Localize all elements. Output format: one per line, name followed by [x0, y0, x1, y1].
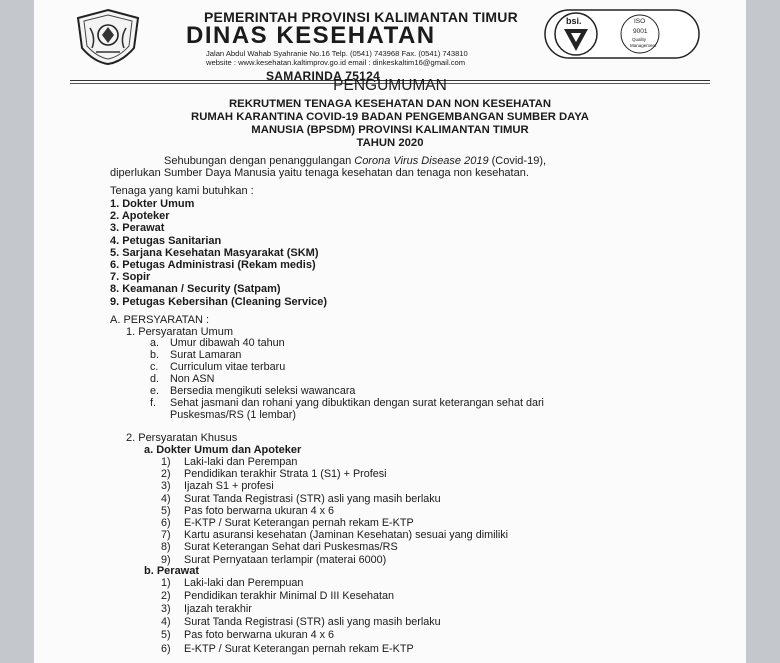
kaltim-emblem-logo	[72, 8, 144, 66]
position-item: 3. Perawat	[110, 222, 165, 235]
general-item-marker: f.	[150, 397, 156, 409]
group-b-item-marker: 5)	[161, 629, 171, 642]
general-item-text: Umur dibawah 40 tahun	[170, 337, 285, 349]
group-b-item-text: Surat Tanda Registrasi (STR) asli yang masih berlaku	[184, 616, 441, 629]
group-b-item-marker: 2)	[161, 590, 171, 603]
document-page	[34, 0, 746, 663]
agency-name: DINAS KESEHATAN	[186, 22, 436, 49]
iso-number: 9001	[633, 28, 648, 35]
group-b-item-text: Ijazah terakhir	[184, 603, 252, 616]
province-name: PEMERINTAH PROVINSI KALIMANTAN TIMUR	[204, 9, 518, 25]
group-b-item-text: Pas foto berwarna ukuran 4 x 6	[184, 629, 335, 642]
position-item: 7. Sopir	[110, 271, 151, 284]
group-b-item-text: Pendidikan terakhir Minimal D III Kesehatan	[184, 590, 395, 603]
needs-intro: Tenaga yang kami butuhkan :	[110, 185, 254, 197]
agency-website: website : www.kesehatan.kaltimprov.go.id email : dinkeskaltim16@gmail.com	[206, 58, 466, 67]
position-item: 2. Apoteker	[110, 210, 170, 223]
group-b-item-text: E-KTP / Surat Keterangan pernah rekam E-KTP	[184, 642, 414, 655]
position-item: 6. Petugas Administrasi (Rekam medis)	[110, 259, 316, 271]
iso-certification-badge	[542, 7, 702, 61]
group-a-item-marker: 4)	[161, 492, 171, 505]
title-line-2: RUMAH KARANTINA COVID-19 BADAN PENGEMBANGAN SUMBER DAYA	[191, 111, 589, 123]
group-a-item-marker: 7)	[161, 529, 171, 542]
general-item-text: Bersedia mengikuti seleksi wawancara	[170, 385, 356, 397]
section-a-heading: A. PERSYARATAN :	[110, 314, 210, 326]
group-a-item-text: Surat Keterangan Sehat dari Puskesmas/RS	[184, 541, 398, 554]
group-b-item-text: Laki-laki dan Perempuan	[184, 577, 304, 589]
group-b-item-marker: 3)	[161, 603, 171, 616]
intro-line-2: diperlukan Sumber Daya Manusia yaitu tenaga kesehatan dan tenaga non kesehatan.	[110, 167, 529, 179]
intro-line-1	[164, 155, 546, 167]
position-item: 1. Dokter Umum	[110, 198, 195, 210]
general-item-marker: b.	[150, 349, 160, 361]
group-a-item-marker: 3)	[161, 480, 171, 493]
group-a-item-text: Pas foto berwarna ukuran 4 x 6	[184, 504, 335, 517]
group-a-item-text: Pendidikan terakhir Strata 1 (S1) + Profesi	[184, 468, 387, 481]
general-item-f-continued: Puskesmas/RS (1 lembar)	[170, 409, 296, 421]
intro-text-start: Sehubungan dengan penanggulangan	[164, 155, 355, 167]
general-item-marker: c.	[150, 361, 159, 373]
general-requirements-title: 1. Persyaratan Umum	[126, 326, 233, 338]
right-frame	[746, 0, 780, 663]
position-item: 4. Petugas Sanitarian	[110, 234, 222, 247]
group-a-item-text: E-KTP / Surat Keterangan pernah rekam E-KTP	[184, 517, 414, 529]
group-a-item-text: Surat Tanda Registrasi (STR) asli yang masih berlaku	[184, 492, 441, 505]
general-item-text: Non ASN	[170, 373, 215, 385]
general-item-marker: a.	[150, 337, 160, 349]
general-item-text: Surat Lamaran	[170, 349, 242, 361]
agency-address: Jalan Abdul Wahab Syahranie No.16 Telp. (0541) 743968 Fax. (0541) 743810	[206, 49, 468, 58]
title-line-4: TAHUN 2020	[356, 137, 424, 149]
group-b-item-marker: 4)	[161, 616, 171, 629]
position-item: 8. Keamanan / Security (Satpam)	[110, 283, 281, 296]
bsi-label: bsi.	[566, 16, 582, 26]
position-item: 9. Petugas Kebersihan (Cleaning Service)	[110, 295, 328, 308]
special-requirements-title: 2. Persyaratan Khusus	[126, 432, 238, 444]
title-line-1: REKRUTMEN TENAGA KESEHATAN DAN NON KESEHATAN	[229, 98, 551, 110]
group-a-item-marker: 8)	[161, 541, 171, 554]
group-a-item-marker: 6)	[161, 517, 171, 529]
group-a-title: a. Dokter Umum dan Apoteker	[144, 444, 302, 456]
group-b-item-marker: 1)	[161, 577, 171, 589]
left-frame	[0, 0, 34, 663]
intro-disease-name: Corona Virus Disease 2019	[354, 155, 489, 167]
group-a-item-marker: 2)	[161, 468, 171, 481]
group-b-item-marker: 6)	[161, 642, 171, 655]
group-a-item-text: Ijazah S1 + profesi	[184, 480, 274, 493]
group-a-item-marker: 5)	[161, 504, 171, 517]
general-item-text: Sehat jasmani dan rohani yang dibuktikan dengan surat keterangan sehat dari	[170, 397, 544, 409]
group-a-item-marker: 9)	[161, 553, 171, 566]
group-a-item-text: Kartu asuransi kesehatan (Jaminan Kesehatan) sesuai yang dimiliki	[184, 529, 509, 542]
general-item-text: Curriculum vitae terbaru	[170, 361, 286, 373]
position-item: 5. Sarjana Kesehatan Masyarakat (SKM)	[110, 246, 319, 259]
group-a-item-text: Laki-laki dan Perempan	[184, 456, 298, 468]
iso-caption-management: Management	[630, 43, 657, 48]
intro-text-end: (Covid-19),	[488, 155, 547, 167]
general-item-marker: d.	[150, 373, 160, 385]
agency-city: SAMARINDA 75124	[266, 69, 381, 83]
group-a-item-marker: 1)	[161, 456, 171, 468]
iso-label: ISO	[634, 18, 646, 25]
announcement-heading: PENGUMUMAN	[333, 77, 447, 94]
iso-caption-quality: Quality	[632, 37, 647, 42]
group-b-title: b. Perawat	[144, 565, 200, 577]
group-a-item-text: Surat Pernyataan terlampir (materai 6000)	[184, 553, 387, 566]
title-line-3: MANUSIA (BPSDM) PROVINSI KALIMANTAN TIMUR	[251, 124, 529, 136]
general-item-marker: e.	[150, 385, 160, 397]
